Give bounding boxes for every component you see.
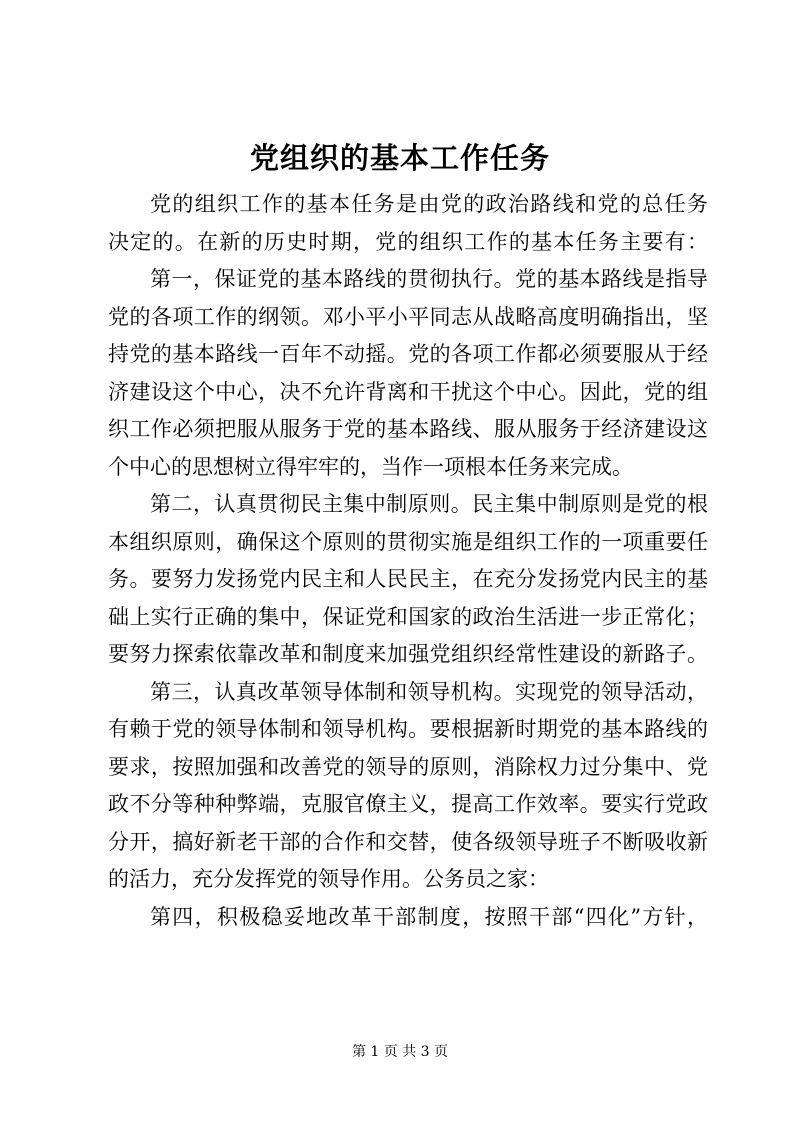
text-line: 要求，按照加强和改善党的领导的原则，消除权力过分集中、党 bbox=[108, 754, 708, 779]
text-line: 政不分等种种弊端，克服官僚主义，提高工作效率。要实行党政 bbox=[108, 792, 708, 816]
document-title: 党组织的基本工作任务 bbox=[249, 141, 550, 175]
page-number-footer: 第 1 页 共 3 页 bbox=[351, 1044, 449, 1060]
paragraph-fourth bbox=[108, 899, 708, 937]
paragraph-intro bbox=[108, 186, 708, 261]
text-line: 础上实行正确的集中，保证党和国家的政治生活进一步正常化； bbox=[108, 604, 708, 629]
text-line: 本组织原则，确保这个原则的贯彻实施是组织工作的一项重要任 bbox=[108, 529, 708, 554]
text-line: 决定的。在新的历史时期，党的组织工作的基本任务主要有： bbox=[108, 229, 708, 254]
text-line: 第一，保证党的基本路线的贯彻执行。党的基本路线是指导 bbox=[150, 267, 708, 291]
text-line: 党的各项工作的纲领。邓小平小平同志从战略高度明确指出，坚 bbox=[108, 304, 708, 329]
text-line: 务。要努力发扬党内民主和人民民主，在充分发扬党内民主的基 bbox=[108, 567, 708, 591]
text-line: 济建设这个中心，决不允许背离和干扰这个中心。因此，党的组 bbox=[108, 379, 708, 404]
text-line: 的活力，充分发挥党的领导作用。公务员之家： bbox=[108, 867, 549, 891]
document-body bbox=[108, 186, 708, 936]
text-line: 党的组织工作的基本任务是由党的政治路线和党的总任务 bbox=[150, 192, 708, 216]
paragraph-second bbox=[108, 486, 708, 674]
text-line: 个中心的思想树立得牢牢的，当作一项根本任务来完成。 bbox=[108, 454, 633, 479]
text-line: 第三，认真改革领导体制和领导机构。实现党的领导活动， bbox=[150, 679, 708, 704]
text-line: 织工作必须把服从服务于党的基本路线、服从服务于经济建设这 bbox=[108, 417, 708, 441]
text-line: 持党的基本路线一百年不动摇。党的各项工作都必须要服从于经 bbox=[108, 342, 708, 366]
text-line: 第二，认真贯彻民主集中制原则。民主集中制原则是党的根 bbox=[150, 492, 708, 516]
text-line: 有赖于党的领导体制和领导机构。要根据新时期党的基本路线的 bbox=[108, 717, 708, 741]
text-line: 要努力探索依靠改革和制度来加强党组织经常性建设的新路子。 bbox=[108, 642, 708, 666]
text-line: 第四，积极稳妥地改革干部制度，按照干部“四化”方针， bbox=[150, 904, 708, 929]
paragraph-first bbox=[108, 261, 708, 486]
paragraph-third bbox=[108, 674, 708, 899]
text-line: 分开，搞好新老干部的合作和交替，使各级领导班子不断吸收新 bbox=[108, 829, 708, 854]
